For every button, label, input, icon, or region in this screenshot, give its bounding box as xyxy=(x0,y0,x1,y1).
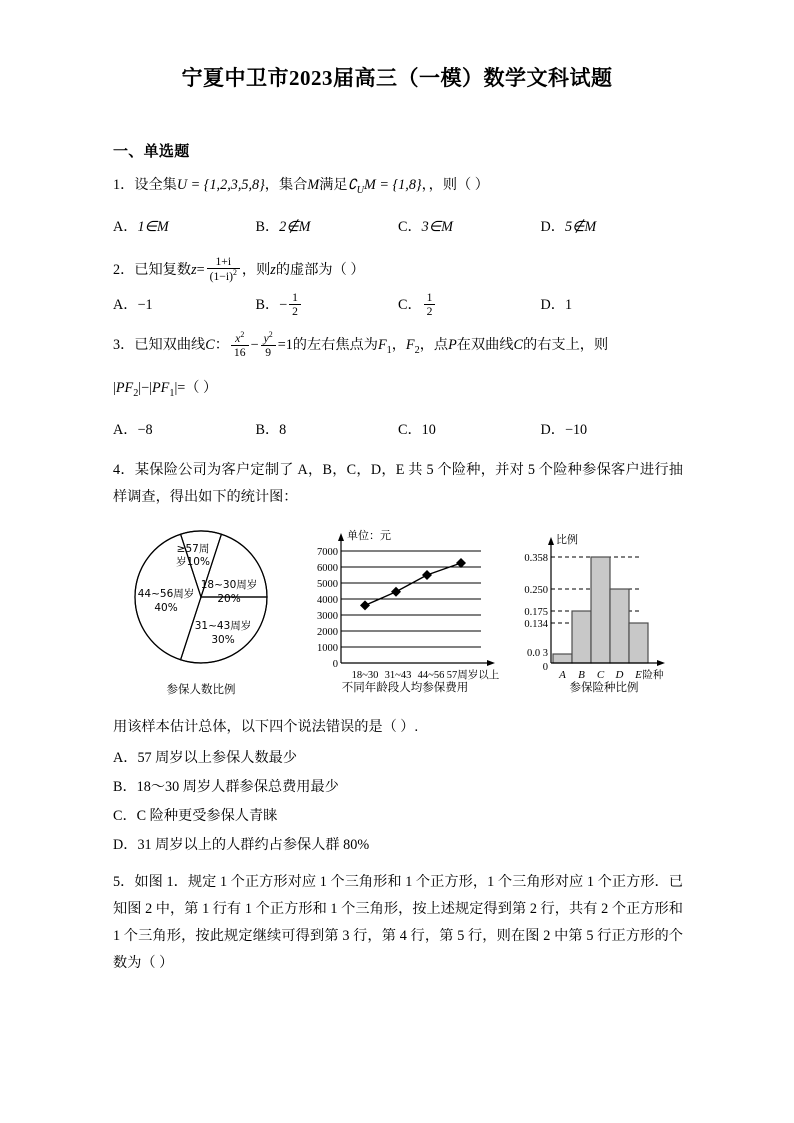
question-2-options xyxy=(113,292,683,319)
ytick-0250: 0.250 xyxy=(524,584,548,596)
q3-option-b-value: 8 xyxy=(279,421,287,438)
q2-den-exponent: 2 xyxy=(232,268,237,278)
q3-option-a-label: A． xyxy=(113,421,138,438)
pie-label-18-30-line1: 18~30周岁 xyxy=(200,578,258,591)
q4-text: 某保险公司为客户定制了 A，B，C，D，E 共 5 个险种，并对 5 个险种参保客户进行抽样调查，得出如下的统计图： xyxy=(113,461,683,505)
q2-text-b: ，则 xyxy=(241,261,271,278)
line-chart-marker-2 xyxy=(422,570,432,580)
ytick-0: 0 xyxy=(542,661,548,673)
q2-fraction-numerator: 1+i xyxy=(215,255,232,269)
svg-text:31~43: 31~43 xyxy=(384,669,412,681)
ytick-0175: 0.175 xyxy=(524,606,548,618)
q2-option-c-den: 2 xyxy=(424,304,436,318)
svg-text:0: 0 xyxy=(332,658,338,670)
xtick-B: B xyxy=(578,668,585,681)
q3-option-a-value: −8 xyxy=(137,421,153,438)
question-4-prompt: 用该样本估计总体，以下四个说法错误的是（ ）. xyxy=(113,718,419,735)
q2-fraction-denominator xyxy=(207,268,240,283)
q3-frac-y-num xyxy=(261,331,276,345)
q1-option-d-label: D． xyxy=(540,218,565,235)
q4-option-b-label: B． xyxy=(113,778,137,795)
q3-var-c2: C xyxy=(513,337,523,354)
q3-focus-1-sub: 1 xyxy=(386,344,392,356)
q2-option-c-fraction xyxy=(424,291,436,318)
q2-option-c-num: 1 xyxy=(426,290,433,304)
q4-option-c-value: C 险种更受参保人青睐 xyxy=(136,807,278,824)
pie-label-44-56-line1: 44~56周岁 xyxy=(137,587,195,600)
line-chart-caption: 不同年龄段人均参保费用 xyxy=(341,679,469,694)
q3-var-p: P xyxy=(448,337,457,354)
q3-option-c-label: C． xyxy=(398,421,422,438)
q3-text-b: 的左右焦点为 xyxy=(292,337,378,354)
question-3-options xyxy=(113,417,683,443)
pie-label-57plus-line2: 岁10% xyxy=(176,555,210,568)
bar-chart-bars xyxy=(553,557,648,663)
svg-text:7000: 7000 xyxy=(317,546,338,558)
q1-option-b-label: B． xyxy=(255,218,280,235)
q4-option-a-value: 57 周岁以上参保人数最少 xyxy=(137,749,298,766)
bar-E xyxy=(629,623,648,663)
q1-text-d: ，，则（ ） xyxy=(421,177,489,193)
q2-option-b-num: 1 xyxy=(292,290,298,304)
q3-option-d-label: D． xyxy=(540,421,565,438)
q1-option-d[interactable] xyxy=(541,214,684,240)
q2-var-z: z xyxy=(191,261,197,278)
bar-chart-caption: 参保险种比例 xyxy=(569,679,639,694)
q3-colon: ： xyxy=(214,337,229,354)
bar-A xyxy=(553,654,572,663)
pie-label-31-43-line2: 30% xyxy=(211,633,235,646)
question-1-options xyxy=(113,214,683,240)
q1-option-d-value: 5∉M xyxy=(564,218,597,235)
q3-abs-pf2: $|PF_2|$ xyxy=(113,379,142,399)
line-chart-figure xyxy=(303,523,503,700)
line-chart-x-arrow xyxy=(487,660,495,666)
q2-fraction xyxy=(207,255,240,283)
q3-option-c[interactable] xyxy=(398,417,541,443)
xtick-D: D xyxy=(615,668,624,681)
pie-chart-caption: 参保人数比例 xyxy=(166,681,236,696)
q3-fraction-y xyxy=(261,331,276,359)
q3-frac-x-num xyxy=(231,331,249,345)
bar-chart-svg xyxy=(501,523,685,695)
bar-chart-y-ticks xyxy=(524,553,548,673)
q3-pf2: PF xyxy=(115,379,134,396)
q1-var-m: M xyxy=(307,177,320,193)
line-chart-markers xyxy=(360,558,466,610)
q2-option-a-label: A． xyxy=(113,296,138,313)
q2-equals: = xyxy=(196,261,205,278)
q3-focus-2-sub: 2 xyxy=(414,344,420,356)
pie-chart-svg xyxy=(121,525,293,693)
q3-text-d: 在双曲线 xyxy=(456,337,514,354)
question-5 xyxy=(113,869,683,977)
q3-frac-y-den: 9 xyxy=(261,345,276,359)
line-chart-marker-0 xyxy=(360,600,370,610)
q1-option-a-value: 1∈M xyxy=(137,218,169,235)
q3-number: 3． xyxy=(113,337,135,354)
ytick-0358: 0.358 xyxy=(524,552,548,564)
bar-chart-x-axis-label: 险种 xyxy=(642,668,664,681)
q3-frac-x-num-base: x xyxy=(235,331,241,345)
q1-option-b-value: 2∉M xyxy=(279,218,311,235)
q2-option-b-sign: − xyxy=(279,296,288,313)
bar-chart-x-arrow xyxy=(657,660,665,666)
page-title: 宁夏中卫市2023届高三（一模）数学文科试题 xyxy=(181,66,613,90)
svg-text:5000: 5000 xyxy=(317,578,338,590)
question-2 xyxy=(113,254,683,286)
q3-minus: − xyxy=(250,337,259,354)
q3-fraction-x xyxy=(231,331,249,359)
q3-option-a[interactable] xyxy=(113,417,256,443)
q1-number: 1． xyxy=(113,177,135,193)
q3-focus-1: F xyxy=(377,337,387,354)
q3-abs-pf1: $|PF_1|$ xyxy=(149,379,178,399)
q1-option-a-label: A． xyxy=(113,218,138,235)
q2-option-d-label: D． xyxy=(540,296,565,313)
pie-label-31-43-line1: 31~43周岁 xyxy=(194,619,252,632)
q3-frac-y-num-base: y xyxy=(263,331,269,345)
line-chart-svg xyxy=(303,523,503,695)
pie-label-18-30-line2: 20% xyxy=(217,592,241,605)
bar-chart-figure xyxy=(501,523,685,700)
svg-text:3000: 3000 xyxy=(317,610,338,622)
q2-option-d-value: 1 xyxy=(564,296,573,313)
q3-focus-2: F xyxy=(405,337,415,354)
q3-expr-minus: − xyxy=(141,379,150,396)
q1-text-c: 满足 xyxy=(319,177,348,193)
xtick-E: E xyxy=(635,668,642,681)
bar-C xyxy=(591,557,610,663)
pie-chart-figure xyxy=(121,525,293,698)
svg-text:18~30: 18~30 xyxy=(351,669,379,681)
q5-text: 如图 1．规定 1 个正方形对应 1 个三角形和 1 个正方形，1 个三角形对应 1 个正方形．已知图 2 中，第 1 行有 1 个正方形和 1 个三角形，按上述规定得到第 2 行，共有 2 个正方形和 1 个三角形，按此规定继续可得到第 3 行，第 4 行，第 5 行，则在图 2 中第 5 行正方形的个数为（ ） xyxy=(113,873,683,971)
bar-D xyxy=(610,589,629,663)
q5-number: 5． xyxy=(113,873,135,890)
svg-text:57周岁以上: 57周岁以上 xyxy=(446,669,500,681)
q2-option-b[interactable] xyxy=(256,292,399,319)
ytick-003: 0.0 3 xyxy=(527,647,548,659)
q4-option-a-label: A． xyxy=(113,749,138,766)
q1-option-b[interactable] xyxy=(256,214,399,240)
q3-option-b-label: B． xyxy=(255,421,280,438)
bar-B xyxy=(572,611,591,663)
svg-text:2000: 2000 xyxy=(317,626,338,638)
q1-option-c-value: 3∈M xyxy=(421,218,453,235)
q4-option-d-label: D． xyxy=(113,836,138,853)
q1-option-a[interactable] xyxy=(113,214,256,240)
q2-option-b-fraction xyxy=(289,291,301,318)
q3-text-a: 已知双曲线 xyxy=(134,337,206,354)
q2-option-d[interactable] xyxy=(541,292,684,319)
q1-text-b: ，集合 xyxy=(264,177,308,193)
q2-option-a[interactable] xyxy=(113,292,256,319)
section-heading: 一、单选题 xyxy=(113,144,190,160)
q2-option-c[interactable] xyxy=(398,292,541,319)
question-4 xyxy=(113,457,683,511)
q1-complement-subscript: U xyxy=(356,184,365,196)
question-3-expression xyxy=(113,375,683,407)
q3-frac-x-num-exp: 2 xyxy=(240,329,245,339)
svg-text:1000: 1000 xyxy=(317,642,338,654)
q3-pf1: PF xyxy=(152,379,170,396)
q3-var-c: C xyxy=(205,337,215,354)
line-chart-y-arrow xyxy=(338,533,344,541)
line-chart-marker-1 xyxy=(391,587,401,597)
q4-option-c[interactable] xyxy=(113,803,683,830)
svg-text:6000: 6000 xyxy=(317,562,338,574)
xtick-A: A xyxy=(559,668,566,681)
q1-option-c-label: C． xyxy=(398,218,422,235)
q4-option-c-label: C． xyxy=(113,807,137,824)
q3-option-c-value: 10 xyxy=(421,421,436,438)
q3-option-d-value: −10 xyxy=(564,421,588,438)
q4-option-a[interactable] xyxy=(113,745,683,772)
svg-text:4000: 4000 xyxy=(317,594,338,606)
svg-text:44~56: 44~56 xyxy=(417,669,445,681)
q2-text-c: 的虚部为（ ） xyxy=(275,261,365,278)
q3-frac-x-den: 16 xyxy=(231,345,249,359)
q3-option-d[interactable] xyxy=(541,417,684,443)
q2-text-a: 已知复数 xyxy=(134,261,192,278)
q2-var-z2: z xyxy=(270,261,276,278)
question-1 xyxy=(113,172,683,204)
q2-number: 2． xyxy=(113,261,135,278)
pie-label-44-56-line2: 40% xyxy=(154,601,178,614)
bar-chart-y-axis-label: 比例 xyxy=(556,532,578,546)
q4-option-b[interactable] xyxy=(113,774,683,801)
q1-option-c[interactable] xyxy=(398,214,541,240)
q2-option-b-den: 2 xyxy=(289,304,301,318)
q3-text-c: ，点 xyxy=(419,337,449,354)
bar-chart-y-arrow xyxy=(548,537,554,545)
q3-frac-y-num-exp: 2 xyxy=(268,329,273,339)
statistics-figures xyxy=(113,523,683,698)
q4-option-b-value: 18～30 周岁人群参保总费用最少 xyxy=(136,778,339,795)
q3-expr-tail: =（ ） xyxy=(177,379,218,396)
question-3 xyxy=(113,329,683,367)
q4-option-d[interactable] xyxy=(113,832,683,859)
q1-text-a: 设全集 xyxy=(134,177,177,193)
q1-set-m: M = {1,8} xyxy=(364,177,422,193)
q1-set-u: U = {1,2,3,5,8} xyxy=(176,177,265,193)
ytick-0134: 0.134 xyxy=(524,618,548,630)
q2-den-base: (1−i) xyxy=(209,270,233,284)
pie-label-57plus-line1: ≥57周 xyxy=(176,542,210,555)
line-chart-unit-label: 单位：元 xyxy=(347,528,391,542)
q3-pf2-sub: 2 xyxy=(133,387,139,399)
line-chart-y-ticks xyxy=(317,547,338,670)
q2-option-c-label: C． xyxy=(398,296,422,313)
q2-option-b-label: B． xyxy=(255,296,280,313)
document-body xyxy=(113,140,683,981)
q3-option-b[interactable] xyxy=(256,417,399,443)
q2-option-a-value: −1 xyxy=(137,296,153,313)
q3-pf1-sub: 1 xyxy=(169,387,175,399)
xtick-C: C xyxy=(596,668,605,681)
q1-complement-symbol: ∁ xyxy=(347,177,357,193)
q4-option-d-value: 31 周岁以上的人群约占参保人群 80% xyxy=(137,836,370,853)
q4-number: 4． xyxy=(113,461,135,478)
q3-comma: ， xyxy=(391,337,406,354)
q3-equals-one: =1 xyxy=(277,337,293,354)
q3-text-e: 的右支上，则 xyxy=(523,337,609,354)
